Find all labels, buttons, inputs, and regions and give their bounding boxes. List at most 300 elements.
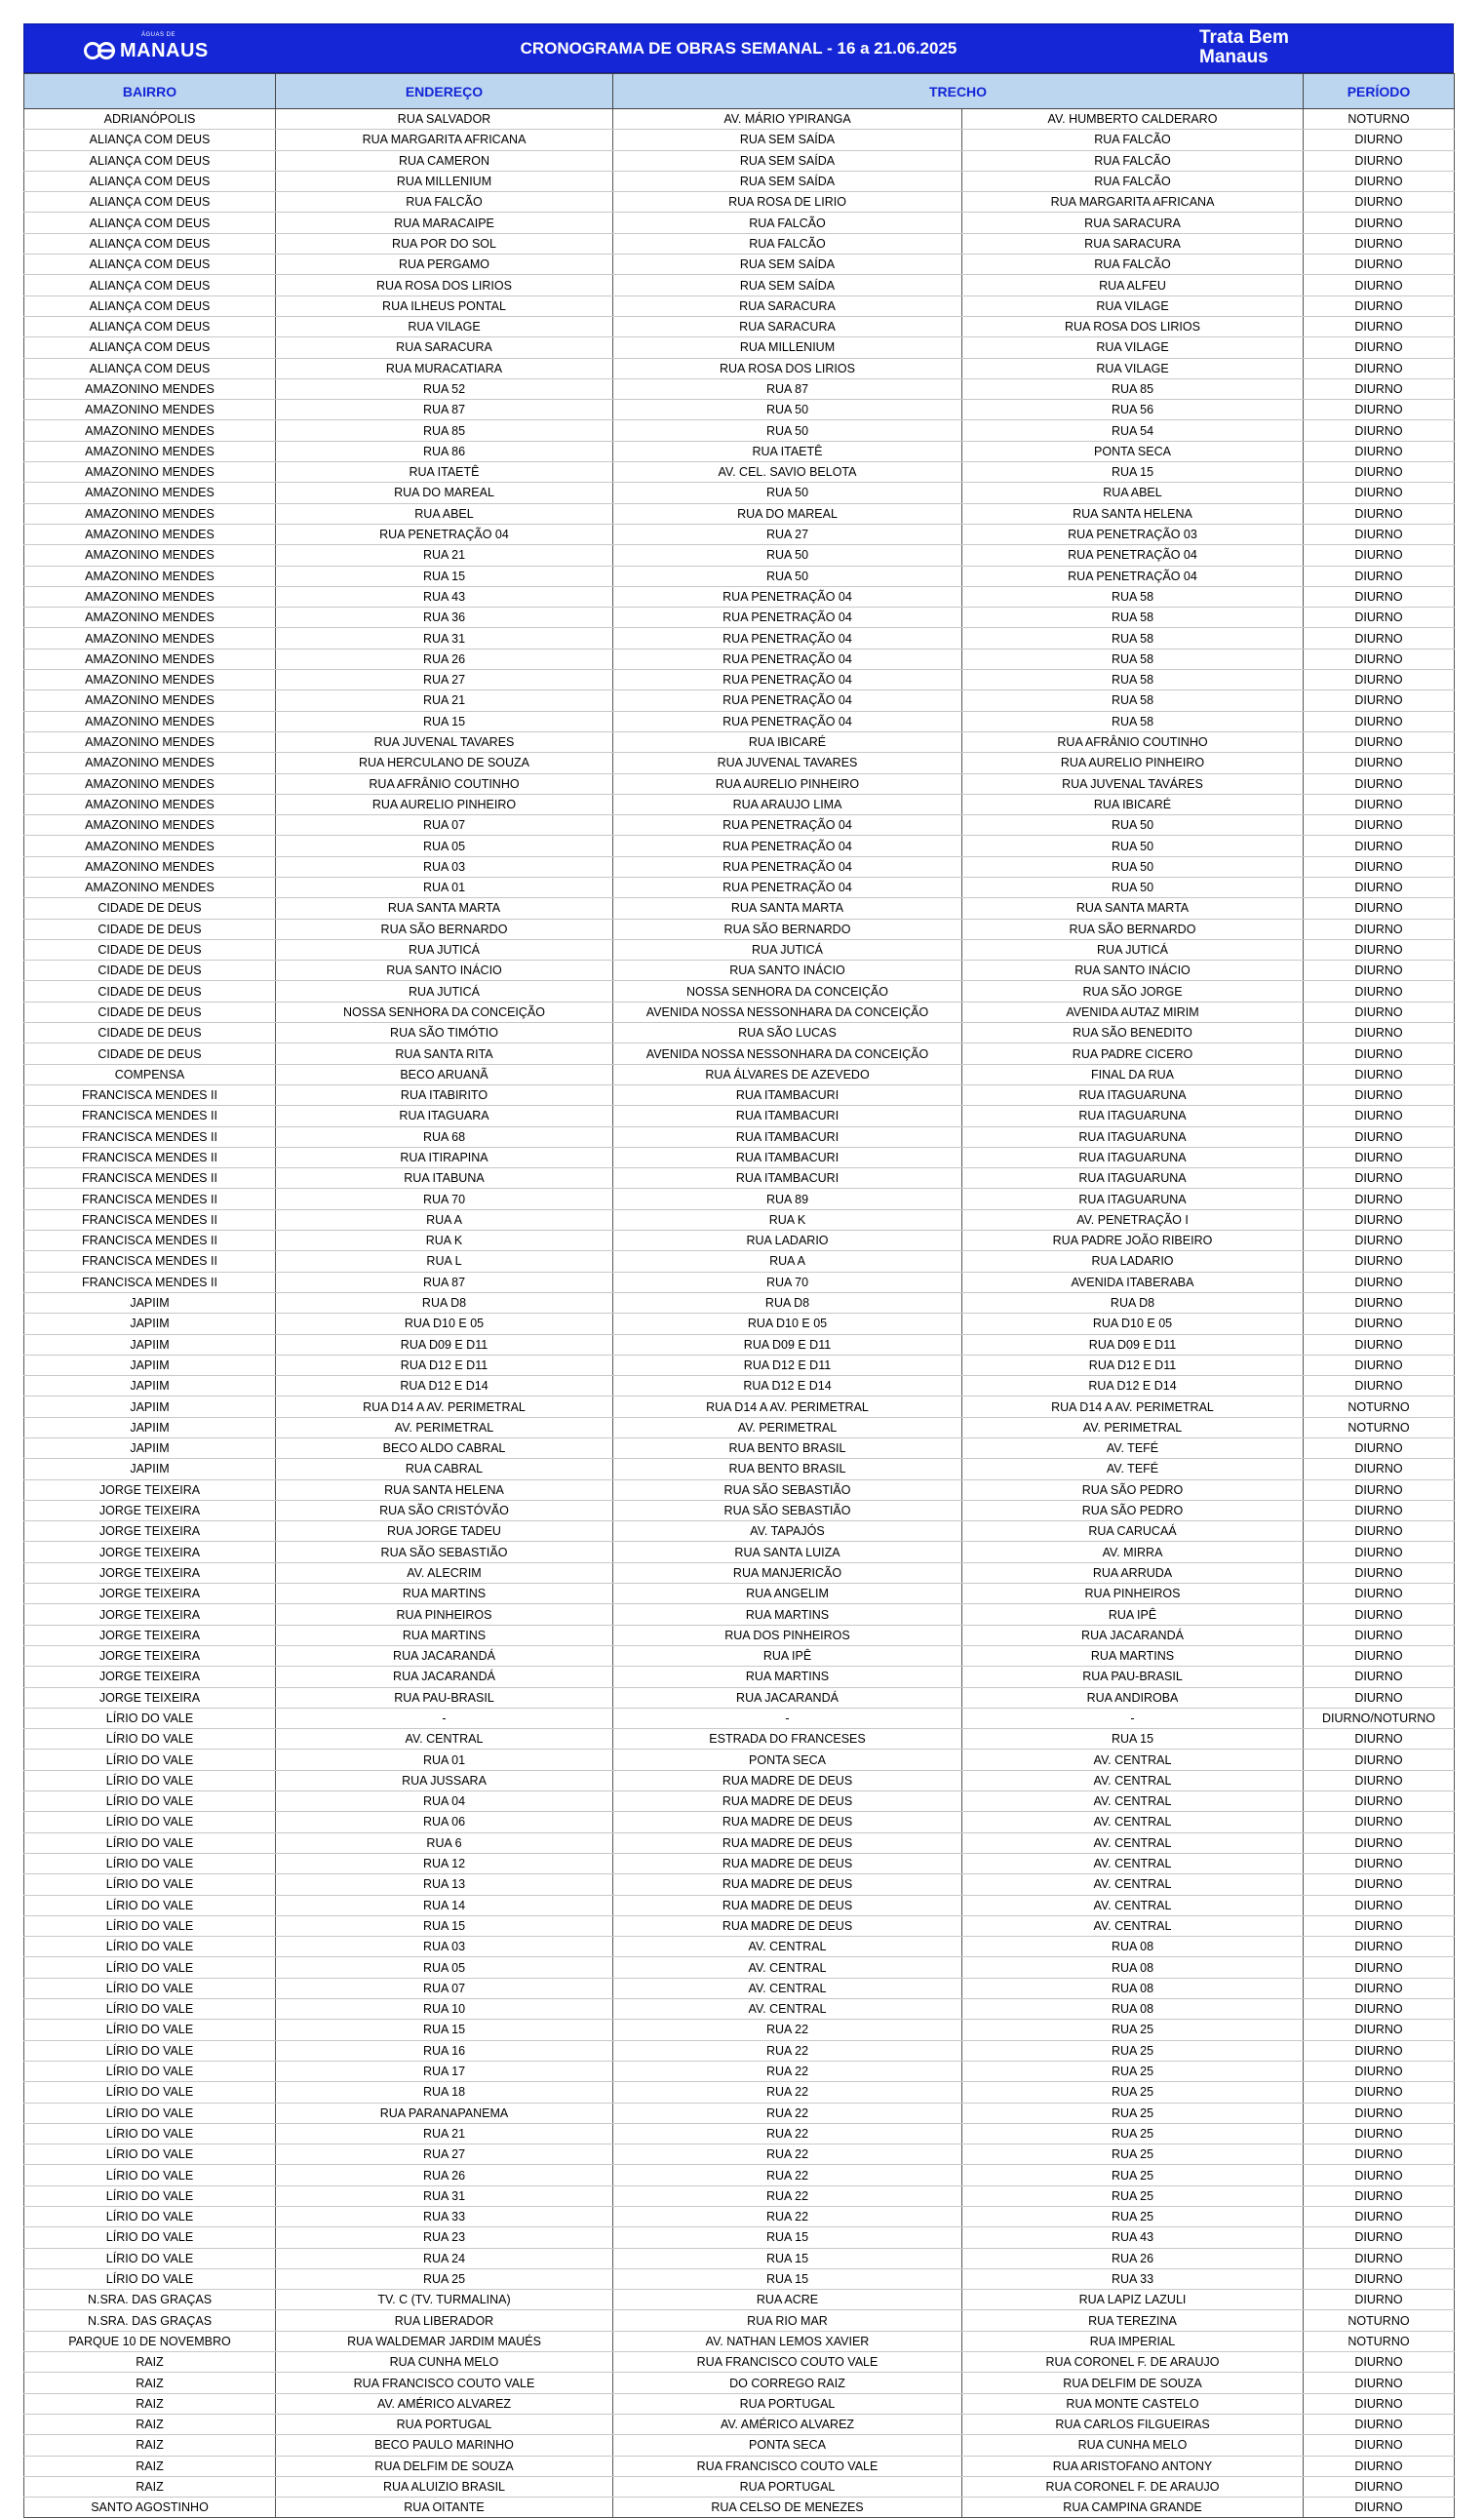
cell-periodo: DIURNO <box>1304 1355 1455 1375</box>
cell-bairro: RAIZ <box>24 2456 276 2476</box>
cell-trecho-to: RUA SANTA MARTA <box>962 898 1304 919</box>
cell-trecho-to: RUA IPÊ <box>962 1604 1304 1625</box>
cell-bairro: JAPIIM <box>24 1438 276 1459</box>
cell-bairro: JAPIIM <box>24 1397 276 1417</box>
cell-bairro: LÍRIO DO VALE <box>24 1770 276 1790</box>
cell-trecho-from: RUA PORTUGAL <box>613 2393 962 2414</box>
cell-periodo: DIURNO <box>1304 711 1455 731</box>
cell-endereco: RUA 15 <box>276 711 613 731</box>
cell-bairro: AMAZONINO MENDES <box>24 753 276 773</box>
cell-periodo: DIURNO <box>1304 483 1455 503</box>
cell-periodo: DIURNO <box>1304 337 1455 358</box>
cell-periodo: DIURNO <box>1304 586 1455 607</box>
cell-periodo: DIURNO <box>1304 233 1455 254</box>
cell-trecho-from: RUA BENTO BRASIL <box>613 1438 962 1459</box>
cell-endereco: RUA 04 <box>276 1791 613 1812</box>
table-row <box>24 711 1455 731</box>
cell-periodo: DIURNO <box>1304 255 1455 275</box>
cell-trecho-from: RUA 22 <box>613 2061 962 2081</box>
cell-periodo: DIURNO <box>1304 275 1455 295</box>
cell-bairro: JAPIIM <box>24 1314 276 1334</box>
cell-trecho-to: AV. MIRRA <box>962 1542 1304 1562</box>
cell-periodo: DIURNO <box>1304 1812 1455 1832</box>
cell-endereco: RUA 15 <box>276 566 613 586</box>
cell-periodo: NOTURNO <box>1304 1417 1455 1437</box>
cell-endereco: RUA 13 <box>276 1874 613 1895</box>
table-row <box>24 1895 1455 1915</box>
cell-periodo: DIURNO <box>1304 794 1455 814</box>
cell-trecho-to: AV. CENTRAL <box>962 1874 1304 1895</box>
cell-bairro: JAPIIM <box>24 1334 276 1355</box>
cell-endereco: RUA 87 <box>276 1272 613 1292</box>
cell-trecho-to: AV. CENTRAL <box>962 1791 1304 1812</box>
cell-trecho-from: RUA 70 <box>613 1272 962 1292</box>
cell-periodo: DIURNO <box>1304 1853 1455 1873</box>
cell-periodo: DIURNO <box>1304 295 1455 316</box>
cell-bairro: LÍRIO DO VALE <box>24 2165 276 2185</box>
logo-right-line1: Trata Bem <box>1199 27 1289 48</box>
table-row <box>24 316 1455 336</box>
cell-endereco: RUA CABRAL <box>276 1459 613 1479</box>
table-row <box>24 2352 1455 2373</box>
cell-trecho-from: RUA MADRE DE DEUS <box>613 1812 962 1832</box>
cell-periodo: DIURNO <box>1304 213 1455 233</box>
cell-trecho-from: RUA ROSA DOS LIRIOS <box>613 358 962 378</box>
table-row <box>24 2268 1455 2289</box>
cell-periodo: DIURNO <box>1304 1937 1455 1957</box>
cell-trecho-to: RUA LAPIZ LAZULI <box>962 2290 1304 2310</box>
cell-trecho-from: RUA SANTO INÁCIO <box>613 961 962 981</box>
cell-bairro: LÍRIO DO VALE <box>24 2248 276 2268</box>
cell-endereco: RUA SÃO CRISTÓVÃO <box>276 1500 613 1520</box>
cell-trecho-to: RUA 50 <box>962 836 1304 856</box>
table-row <box>24 1355 1455 1375</box>
cell-trecho-to: RUA PENETRAÇÃO 04 <box>962 545 1304 566</box>
cell-trecho-to: RUA 25 <box>962 2123 1304 2144</box>
cell-trecho-to: RUA 50 <box>962 815 1304 836</box>
cell-bairro: AMAZONINO MENDES <box>24 483 276 503</box>
table-row <box>24 919 1455 939</box>
cell-trecho-from: RUA FALCÃO <box>613 233 962 254</box>
cell-trecho-from: RUA MADRE DE DEUS <box>613 1832 962 1853</box>
table-row <box>24 1625 1455 1645</box>
cell-periodo: DIURNO <box>1304 2165 1455 2185</box>
cell-bairro: CIDADE DE DEUS <box>24 1043 276 1064</box>
cell-bairro: JORGE TEIXEIRA <box>24 1562 276 1583</box>
cell-trecho-from: RUA 15 <box>613 2227 962 2248</box>
cell-periodo: DIURNO <box>1304 171 1455 191</box>
cell-endereco: RUA 12 <box>276 1853 613 1873</box>
cell-endereco: RUA CUNHA MELO <box>276 2352 613 2373</box>
table-row <box>24 1251 1455 1272</box>
cell-bairro: CIDADE DE DEUS <box>24 1023 276 1043</box>
cell-periodo: DIURNO/NOTURNO <box>1304 1708 1455 1728</box>
cell-bairro: SANTO AGOSTINHO <box>24 2498 276 2518</box>
cell-bairro: LÍRIO DO VALE <box>24 1750 276 1770</box>
cell-bairro: RAIZ <box>24 2414 276 2434</box>
cell-bairro: AMAZONINO MENDES <box>24 545 276 566</box>
cell-trecho-to: PONTA SECA <box>962 441 1304 461</box>
cell-periodo: DIURNO <box>1304 1750 1455 1770</box>
table-row <box>24 1957 1455 1978</box>
cell-bairro: ALIANÇA COM DEUS <box>24 316 276 336</box>
table-row <box>24 1334 1455 1355</box>
cell-periodo: DIURNO <box>1304 2185 1455 2206</box>
cell-trecho-to: RUA SÃO PEDRO <box>962 1479 1304 1500</box>
cell-bairro: FRANCISCA MENDES II <box>24 1209 276 1230</box>
cell-bairro: LÍRIO DO VALE <box>24 2123 276 2144</box>
table-row <box>24 898 1455 919</box>
cell-trecho-to: RUA AURELIO PINHEIRO <box>962 753 1304 773</box>
cell-bairro: N.SRA. DAS GRAÇAS <box>24 2310 276 2331</box>
table-row <box>24 2498 1455 2518</box>
cell-trecho-from: RUA MADRE DE DEUS <box>613 1770 962 1790</box>
cell-trecho-to: AV. HUMBERTO CALDERARO <box>962 109 1304 130</box>
cell-endereco: RUA ABEL <box>276 503 613 524</box>
cell-periodo: DIURNO <box>1304 1542 1455 1562</box>
cell-trecho-from: RUA MARTINS <box>613 1667 962 1687</box>
cell-trecho-to: RUA ALFEU <box>962 275 1304 295</box>
cell-periodo: DIURNO <box>1304 1459 1455 1479</box>
cell-bairro: ALIANÇA COM DEUS <box>24 192 276 213</box>
cell-trecho-to: RUA D12 E D11 <box>962 1355 1304 1375</box>
cell-endereco: RUA 68 <box>276 1126 613 1147</box>
cell-endereco: RUA 07 <box>276 1978 613 1998</box>
cell-endereco: RUA JORGE TADEU <box>276 1521 613 1542</box>
cell-trecho-from: RUA D14 A AV. PERIMETRAL <box>613 1397 962 1417</box>
cell-periodo: DIURNO <box>1304 1770 1455 1790</box>
cell-bairro: ALIANÇA COM DEUS <box>24 295 276 316</box>
cell-trecho-to: RUA 58 <box>962 628 1304 649</box>
cell-bairro: AMAZONINO MENDES <box>24 649 276 669</box>
cell-endereco: RUA MURACATIARA <box>276 358 613 378</box>
cell-periodo: DIURNO <box>1304 2476 1455 2497</box>
cell-bairro: AMAZONINO MENDES <box>24 731 276 752</box>
cell-endereco: RUA DELFIM DE SOUZA <box>276 2456 613 2476</box>
cell-bairro: LÍRIO DO VALE <box>24 2103 276 2123</box>
table-row <box>24 1397 1455 1417</box>
cell-trecho-to: RUA SANTO INÁCIO <box>962 961 1304 981</box>
table-row <box>24 836 1455 856</box>
cell-trecho-from: RUA FALCÃO <box>613 213 962 233</box>
cell-trecho-from: RUA 50 <box>613 400 962 420</box>
cell-endereco: RUA ITIRAPINA <box>276 1147 613 1167</box>
cell-endereco: RUA PINHEIROS <box>276 1604 613 1625</box>
cell-periodo: DIURNO <box>1304 2435 1455 2456</box>
cell-trecho-from: AV. CENTRAL <box>613 1937 962 1957</box>
cell-trecho-to: RUA MARGARITA AFRICANA <box>962 192 1304 213</box>
cell-bairro: RAIZ <box>24 2393 276 2414</box>
cell-endereco: RUA 25 <box>276 2268 613 2289</box>
table-row <box>24 1106 1455 1126</box>
cell-trecho-to: RUA 58 <box>962 670 1304 690</box>
table-row <box>24 1750 1455 1770</box>
table-row <box>24 441 1455 461</box>
cell-trecho-to: RUA PENETRAÇÃO 04 <box>962 566 1304 586</box>
logo-right-line2: Manaus <box>1199 47 1269 67</box>
cell-trecho-from: RUA 22 <box>613 2040 962 2061</box>
cell-trecho-to: RUA ITAGUARUNA <box>962 1084 1304 1105</box>
table-row <box>24 815 1455 836</box>
cell-periodo: DIURNO <box>1304 877 1455 897</box>
cell-trecho-from: RUA MADRE DE DEUS <box>613 1791 962 1812</box>
cell-bairro: AMAZONINO MENDES <box>24 690 276 711</box>
table-row <box>24 2123 1455 2144</box>
cell-bairro: JORGE TEIXEIRA <box>24 1604 276 1625</box>
cell-trecho-to: RUA D09 E D11 <box>962 1334 1304 1355</box>
cell-endereco: RUA SÃO BERNARDO <box>276 919 613 939</box>
table-row <box>24 2331 1455 2351</box>
cell-trecho-to: RUA ANDIROBA <box>962 1687 1304 1708</box>
cell-trecho-to: RUA 25 <box>962 2144 1304 2165</box>
cell-trecho-from: RUA SEM SAÍDA <box>613 150 962 171</box>
cell-endereco: RUA 10 <box>276 1999 613 2020</box>
cell-bairro: JORGE TEIXEIRA <box>24 1542 276 1562</box>
cell-bairro: ALIANÇA COM DEUS <box>24 337 276 358</box>
cell-endereco: RUA 31 <box>276 628 613 649</box>
cell-trecho-from: AV. MÁRIO YPIRANGA <box>613 109 962 130</box>
cell-trecho-from: RUA JUVENAL TAVARES <box>613 753 962 773</box>
cell-endereco: BECO ARUANÃ <box>276 1064 613 1084</box>
cell-endereco: RUA 24 <box>276 2248 613 2268</box>
cell-trecho-to: RUA ITAGUARUNA <box>962 1147 1304 1167</box>
cell-bairro: FRANCISCA MENDES II <box>24 1126 276 1147</box>
cell-bairro: LÍRIO DO VALE <box>24 1791 276 1812</box>
cell-periodo: DIURNO <box>1304 503 1455 524</box>
cell-trecho-to: RUA 58 <box>962 690 1304 711</box>
cell-trecho-to: RUA PAU-BRASIL <box>962 1667 1304 1687</box>
cell-trecho-from: RUA 22 <box>613 2185 962 2206</box>
table-row <box>24 255 1455 275</box>
cell-trecho-to: RUA D10 E 05 <box>962 1314 1304 1334</box>
cell-trecho-to: RUA ITAGUARUNA <box>962 1106 1304 1126</box>
cell-trecho-to: RUA LADARIO <box>962 1251 1304 1272</box>
cell-trecho-to: RUA SARACURA <box>962 233 1304 254</box>
cell-trecho-to: RUA VILAGE <box>962 295 1304 316</box>
cell-trecho-from: PONTA SECA <box>613 1750 962 1770</box>
cell-periodo: DIURNO <box>1304 1479 1455 1500</box>
cell-trecho-to: RUA PENETRAÇÃO 03 <box>962 524 1304 544</box>
cell-bairro: ALIANÇA COM DEUS <box>24 150 276 171</box>
cell-periodo: NOTURNO <box>1304 2310 1455 2331</box>
cell-trecho-from: RUA MILLENIUM <box>613 337 962 358</box>
cell-trecho-from: RUA 22 <box>613 2123 962 2144</box>
cell-trecho-to: RUA 56 <box>962 400 1304 420</box>
table-row <box>24 1729 1455 1750</box>
cell-periodo: DIURNO <box>1304 2123 1455 2144</box>
table-row <box>24 150 1455 171</box>
cell-periodo: DIURNO <box>1304 150 1455 171</box>
cell-bairro: LÍRIO DO VALE <box>24 1729 276 1750</box>
cell-endereco: RUA MARGARITA AFRICANA <box>276 130 613 150</box>
table-row <box>24 2165 1455 2185</box>
table-row <box>24 1126 1455 1147</box>
cell-trecho-to: RUA 33 <box>962 2268 1304 2289</box>
cell-endereco: AV. AMÉRICO ALVAREZ <box>276 2393 613 2414</box>
cell-endereco: RUA 15 <box>276 2020 613 2040</box>
cell-trecho-from: AV. AMÉRICO ALVAREZ <box>613 2414 962 2434</box>
cell-periodo: DIURNO <box>1304 1189 1455 1209</box>
cell-trecho-from: RUA CELSO DE MENEZES <box>613 2498 962 2518</box>
cell-bairro: LÍRIO DO VALE <box>24 1915 276 1936</box>
cell-endereco: RUA 87 <box>276 400 613 420</box>
cell-bairro: ALIANÇA COM DEUS <box>24 171 276 191</box>
cell-periodo: DIURNO <box>1304 358 1455 378</box>
cell-trecho-from: AV. CENTRAL <box>613 1999 962 2020</box>
cell-trecho-from: RUA D10 E 05 <box>613 1314 962 1334</box>
cell-periodo: DIURNO <box>1304 1023 1455 1043</box>
cell-bairro: FRANCISCA MENDES II <box>24 1106 276 1126</box>
cell-trecho-from: RUA 50 <box>613 420 962 441</box>
cell-endereco: RUA ILHEUS PONTAL <box>276 295 613 316</box>
cell-periodo: DIURNO <box>1304 1562 1455 1583</box>
cell-endereco: BECO ALDO CABRAL <box>276 1438 613 1459</box>
cell-periodo: DIURNO <box>1304 1687 1455 1708</box>
cell-trecho-to: RUA DELFIM DE SOUZA <box>962 2373 1304 2393</box>
cell-endereco: RUA 15 <box>276 1915 613 1936</box>
cell-bairro: JORGE TEIXEIRA <box>24 1667 276 1687</box>
table-row <box>24 961 1455 981</box>
cell-periodo: DIURNO <box>1304 1147 1455 1167</box>
cell-trecho-to: RUA 08 <box>962 1957 1304 1978</box>
cell-trecho-from: RUA LADARIO <box>613 1231 962 1251</box>
cell-trecho-to: AV. PENETRAÇÃO I <box>962 1209 1304 1230</box>
cell-trecho-to: AV. TEFÉ <box>962 1438 1304 1459</box>
cell-periodo: DIURNO <box>1304 1106 1455 1126</box>
cell-periodo: DIURNO <box>1304 524 1455 544</box>
table-row <box>24 1459 1455 1479</box>
cell-periodo: DIURNO <box>1304 2414 1455 2434</box>
table-row <box>24 628 1455 649</box>
cell-periodo: DIURNO <box>1304 2456 1455 2476</box>
cell-trecho-to: AV. CENTRAL <box>962 1832 1304 1853</box>
cell-trecho-to: RUA 25 <box>962 2040 1304 2061</box>
cell-trecho-to: RUA SÃO JORGE <box>962 981 1304 1002</box>
cell-endereco: RUA SANTO INÁCIO <box>276 961 613 981</box>
cell-endereco: RUA L <box>276 1251 613 1272</box>
cell-trecho-from: RUA DO MAREAL <box>613 503 962 524</box>
cell-trecho-to: RUA VILAGE <box>962 337 1304 358</box>
cell-endereco: RUA 23 <box>276 2227 613 2248</box>
cell-periodo: DIURNO <box>1304 773 1455 794</box>
cell-bairro: LÍRIO DO VALE <box>24 1874 276 1895</box>
table-row <box>24 2310 1455 2331</box>
cell-periodo: DIURNO <box>1304 1126 1455 1147</box>
cell-trecho-to: AV. PERIMETRAL <box>962 1417 1304 1437</box>
cell-endereco: RUA 01 <box>276 877 613 897</box>
table-row <box>24 753 1455 773</box>
cell-endereco: RUA ALUIZIO BRASIL <box>276 2476 613 2497</box>
cell-endereco: RUA 85 <box>276 420 613 441</box>
table-row <box>24 1874 1455 1895</box>
cell-periodo: DIURNO <box>1304 1584 1455 1604</box>
cell-trecho-from: RUA ITAMBACURI <box>613 1106 962 1126</box>
trata-bem-manaus-logo <box>1199 28 1316 67</box>
cell-trecho-from: RUA JACARANDÁ <box>613 1687 962 1708</box>
cell-trecho-to: RUA 85 <box>962 378 1304 399</box>
cell-endereco: RUA JACARANDÁ <box>276 1645 613 1666</box>
table-row <box>24 483 1455 503</box>
cell-endereco: RUA D14 A AV. PERIMETRAL <box>276 1397 613 1417</box>
cell-trecho-from: RUA 22 <box>613 2165 962 2185</box>
cell-trecho-from: RUA DOS PINHEIROS <box>613 1625 962 1645</box>
cell-periodo: DIURNO <box>1304 628 1455 649</box>
table-row <box>24 981 1455 1002</box>
cell-periodo: DIURNO <box>1304 2206 1455 2226</box>
cell-trecho-from: RUA PENETRAÇÃO 04 <box>613 836 962 856</box>
cell-bairro: JORGE TEIXEIRA <box>24 1625 276 1645</box>
cell-periodo: DIURNO <box>1304 2082 1455 2103</box>
cell-endereco: RUA LIBERADOR <box>276 2310 613 2331</box>
cell-trecho-from: RUA 15 <box>613 2248 962 2268</box>
cell-periodo: DIURNO <box>1304 1521 1455 1542</box>
cell-periodo: DIURNO <box>1304 1874 1455 1895</box>
cell-bairro: CIDADE DE DEUS <box>24 898 276 919</box>
cell-trecho-from: AVENIDA NOSSA NESSONHARA DA CONCEIÇÃO <box>613 1043 962 1064</box>
cell-endereco: RUA POR DO SOL <box>276 233 613 254</box>
cell-trecho-to: FINAL DA RUA <box>962 1064 1304 1084</box>
cell-endereco: RUA CAMERON <box>276 150 613 171</box>
table-row <box>24 1002 1455 1022</box>
cell-bairro: CIDADE DE DEUS <box>24 981 276 1002</box>
cell-endereco: RUA SARACURA <box>276 337 613 358</box>
cell-endereco: RUA 27 <box>276 670 613 690</box>
table-row <box>24 1376 1455 1397</box>
cell-trecho-from: AVENIDA NOSSA NESSONHARA DA CONCEIÇÃO <box>613 1002 962 1022</box>
cell-bairro: LÍRIO DO VALE <box>24 1937 276 1957</box>
table-row <box>24 1521 1455 1542</box>
cell-periodo: DIURNO <box>1304 1832 1455 1853</box>
table-row <box>24 1292 1455 1313</box>
table-header-row <box>24 74 1455 109</box>
cell-periodo: DIURNO <box>1304 898 1455 919</box>
cell-periodo: NOTURNO <box>1304 1397 1455 1417</box>
cell-periodo: DIURNO <box>1304 1915 1455 1936</box>
cell-trecho-to: RUA 25 <box>962 2103 1304 2123</box>
cell-bairro: LÍRIO DO VALE <box>24 2206 276 2226</box>
cell-trecho-from: AV. CENTRAL <box>613 1978 962 1998</box>
cell-bairro: FRANCISCA MENDES II <box>24 1084 276 1105</box>
cell-periodo: DIURNO <box>1304 1667 1455 1687</box>
cell-trecho-from: ESTRADA DO FRANCESES <box>613 1729 962 1750</box>
cell-endereco: RUA ITABIRITO <box>276 1084 613 1105</box>
table-row <box>24 1168 1455 1189</box>
cell-endereco: RUA 33 <box>276 2206 613 2226</box>
column-header-bairro: BAIRRO <box>24 74 276 109</box>
cell-bairro: ALIANÇA COM DEUS <box>24 233 276 254</box>
cell-trecho-to: AV. CENTRAL <box>962 1895 1304 1915</box>
cell-trecho-from: RUA ÁLVARES DE AZEVEDO <box>613 1064 962 1084</box>
table-row <box>24 2061 1455 2081</box>
table-row <box>24 109 1455 130</box>
cell-periodo: DIURNO <box>1304 130 1455 150</box>
cell-periodo: DIURNO <box>1304 1957 1455 1978</box>
cell-trecho-to: AV. CENTRAL <box>962 1915 1304 1936</box>
table-row <box>24 2373 1455 2393</box>
cell-endereco: RUA 43 <box>276 586 613 607</box>
cell-trecho-from: RUA MANJERICÃO <box>613 1562 962 1583</box>
cell-endereco: RUA JUVENAL TAVARES <box>276 731 613 752</box>
cell-trecho-from: RUA SÃO LUCAS <box>613 1023 962 1043</box>
cell-periodo: DIURNO <box>1304 545 1455 566</box>
table-body <box>24 109 1455 2518</box>
table-row <box>24 545 1455 566</box>
cell-trecho-to: RUA SÃO BENEDITO <box>962 1023 1304 1043</box>
cell-trecho-to: RUA ITAGUARUNA <box>962 1189 1304 1209</box>
cell-endereco: AV. CENTRAL <box>276 1729 613 1750</box>
cell-trecho-from: RUA SANTA MARTA <box>613 898 962 919</box>
cell-trecho-to: RUA 26 <box>962 2248 1304 2268</box>
